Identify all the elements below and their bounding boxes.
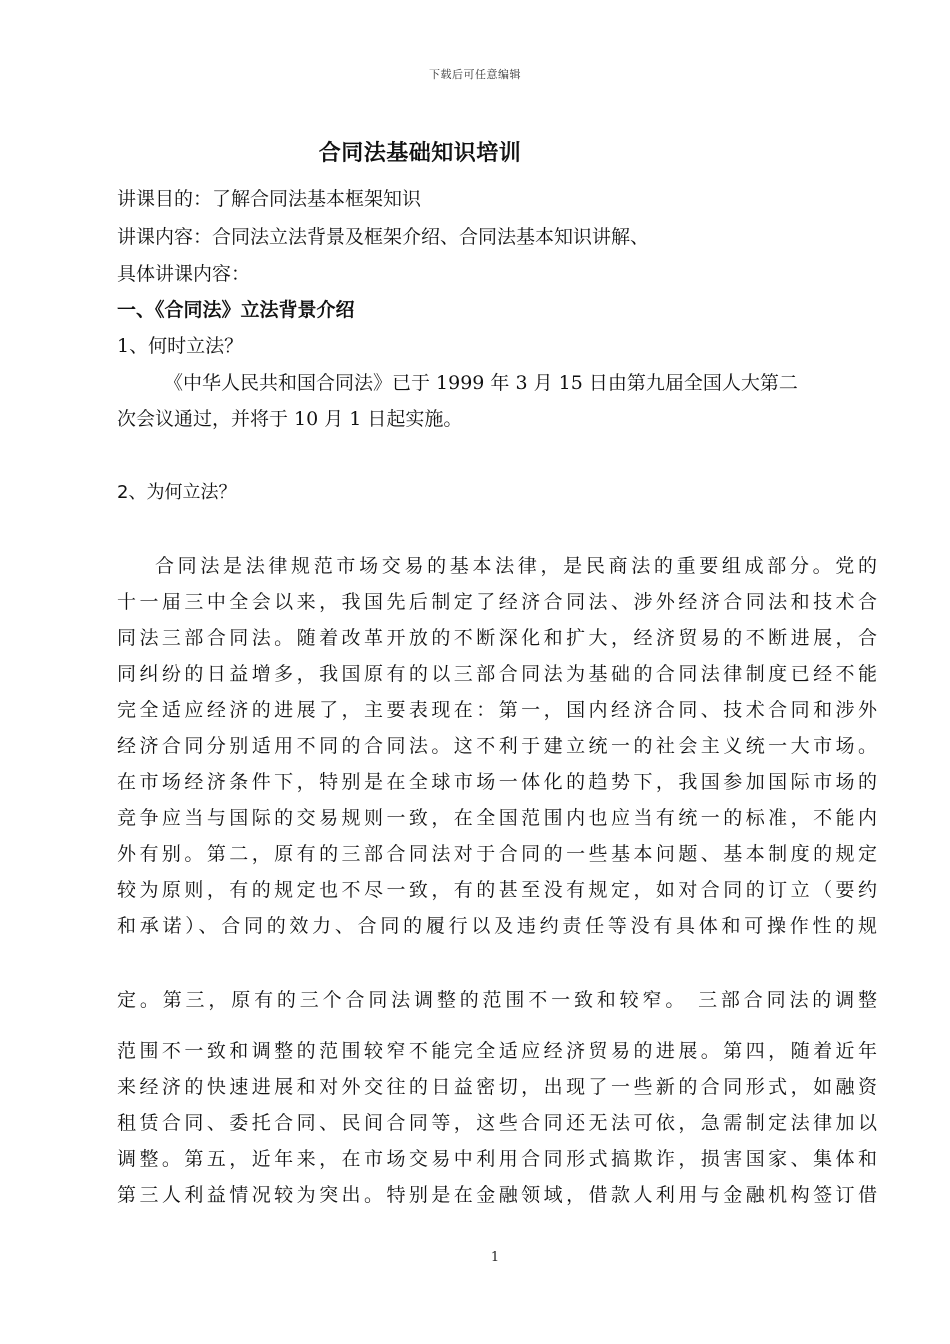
course-detail-label: 具体讲课内容： [117, 263, 251, 285]
paragraph-line: 租赁合同、委托合同、民间合同等，这些合同还无法可依，急需制定法律加以 [117, 1112, 877, 1134]
paragraph-line: 范围不一致和调整的范围较窄不能完全适应经济贸易的进展。第四，随着近年 [117, 1040, 877, 1062]
paragraph-line: 较为原则，有的规定也不尽一致，有的甚至没有规定，如对合同的订立（要约 [117, 879, 877, 901]
paragraph-line: 和承诺）、合同的效力、合同的履行以及违约责任等没有具体和可操作性的规 [117, 915, 877, 937]
document-title: 合同法基础知识培训 [318, 140, 522, 166]
paragraph-line: 定。第三，原有的三个合同法调整的范围不一致和较窄。 三部合同法的调整 [117, 989, 877, 1011]
paragraph-line: 外有别。第二，原有的三部合同法对于合同的一些基本问题、基本制度的规定 [117, 843, 877, 865]
course-content: 讲课内容：合同法立法背景及框架介绍、合同法基本知识讲解、 [117, 226, 650, 248]
paragraph-line: 经济合同分别适用不同的合同法。这不利于建立统一的社会主义统一大市场。 [117, 735, 877, 757]
paragraph-line: 来经济的快速进展和对外交往的日益密切，出现了一些新的合同形式，如融资 [117, 1076, 877, 1098]
paragraph-line: 十一届三中全会以来，我国先后制定了经济合同法、涉外经济合同法和技术合 [117, 591, 877, 613]
question-1-text-line-2: 次会议通过，并将于 10 月 1 日起实施。 [117, 408, 463, 430]
paragraph-line: 同纠纷的日益增多，我国原有的以三部合同法为基础的合同法律制度已经不能 [117, 663, 877, 685]
course-purpose: 讲课目的：了解合同法基本框架知识 [117, 188, 422, 210]
section-heading-1: 一、《合同法》立法背景介绍 [117, 299, 355, 321]
paragraph-line: 竞争应当与国际的交易规则一致，在全国范围内也应当有统一的标准，不能内 [117, 807, 877, 829]
question-1-heading: 1、何时立法？ [117, 335, 244, 357]
paragraph-line: 第三人利益情况较为突出。特别是在金融领域，借款人利用与金融机构签订借 [117, 1184, 877, 1206]
question-2-paragraph-1 [117, 548, 877, 944]
question-2-paragraph-2 [117, 982, 877, 1018]
question-2-heading: 2、为何立法？ [117, 482, 237, 503]
question-1-text-line-1: 《中华人民共和国合同法》已于 1999 年 3 月 15 日由第九届全国人大第二 [164, 372, 798, 394]
page-number: 1 [490, 1250, 500, 1265]
paragraph-line: 完全适应经济的进展了，主要表现在：第一，国内经济合同、技术合同和涉外 [117, 699, 877, 721]
page-header: 下载后可任意编辑 [429, 68, 521, 81]
paragraph-line: 同法三部合同法。随着改革开放的不断深化和扩大，经济贸易的不断进展，合 [117, 627, 877, 649]
paragraph-line: 合同法是法律规范市场交易的基本法律，是民商法的重要组成部分。党的 [155, 555, 877, 577]
paragraph-line: 调整。第五，近年来，在市场交易中利用合同形式搞欺诈，损害国家、集体和 [117, 1148, 877, 1170]
question-2-paragraph-3 [117, 1033, 877, 1213]
paragraph-line: 在市场经济条件下，特别是在全球市场一体化的趋势下，我国参加国际市场的 [117, 771, 877, 793]
